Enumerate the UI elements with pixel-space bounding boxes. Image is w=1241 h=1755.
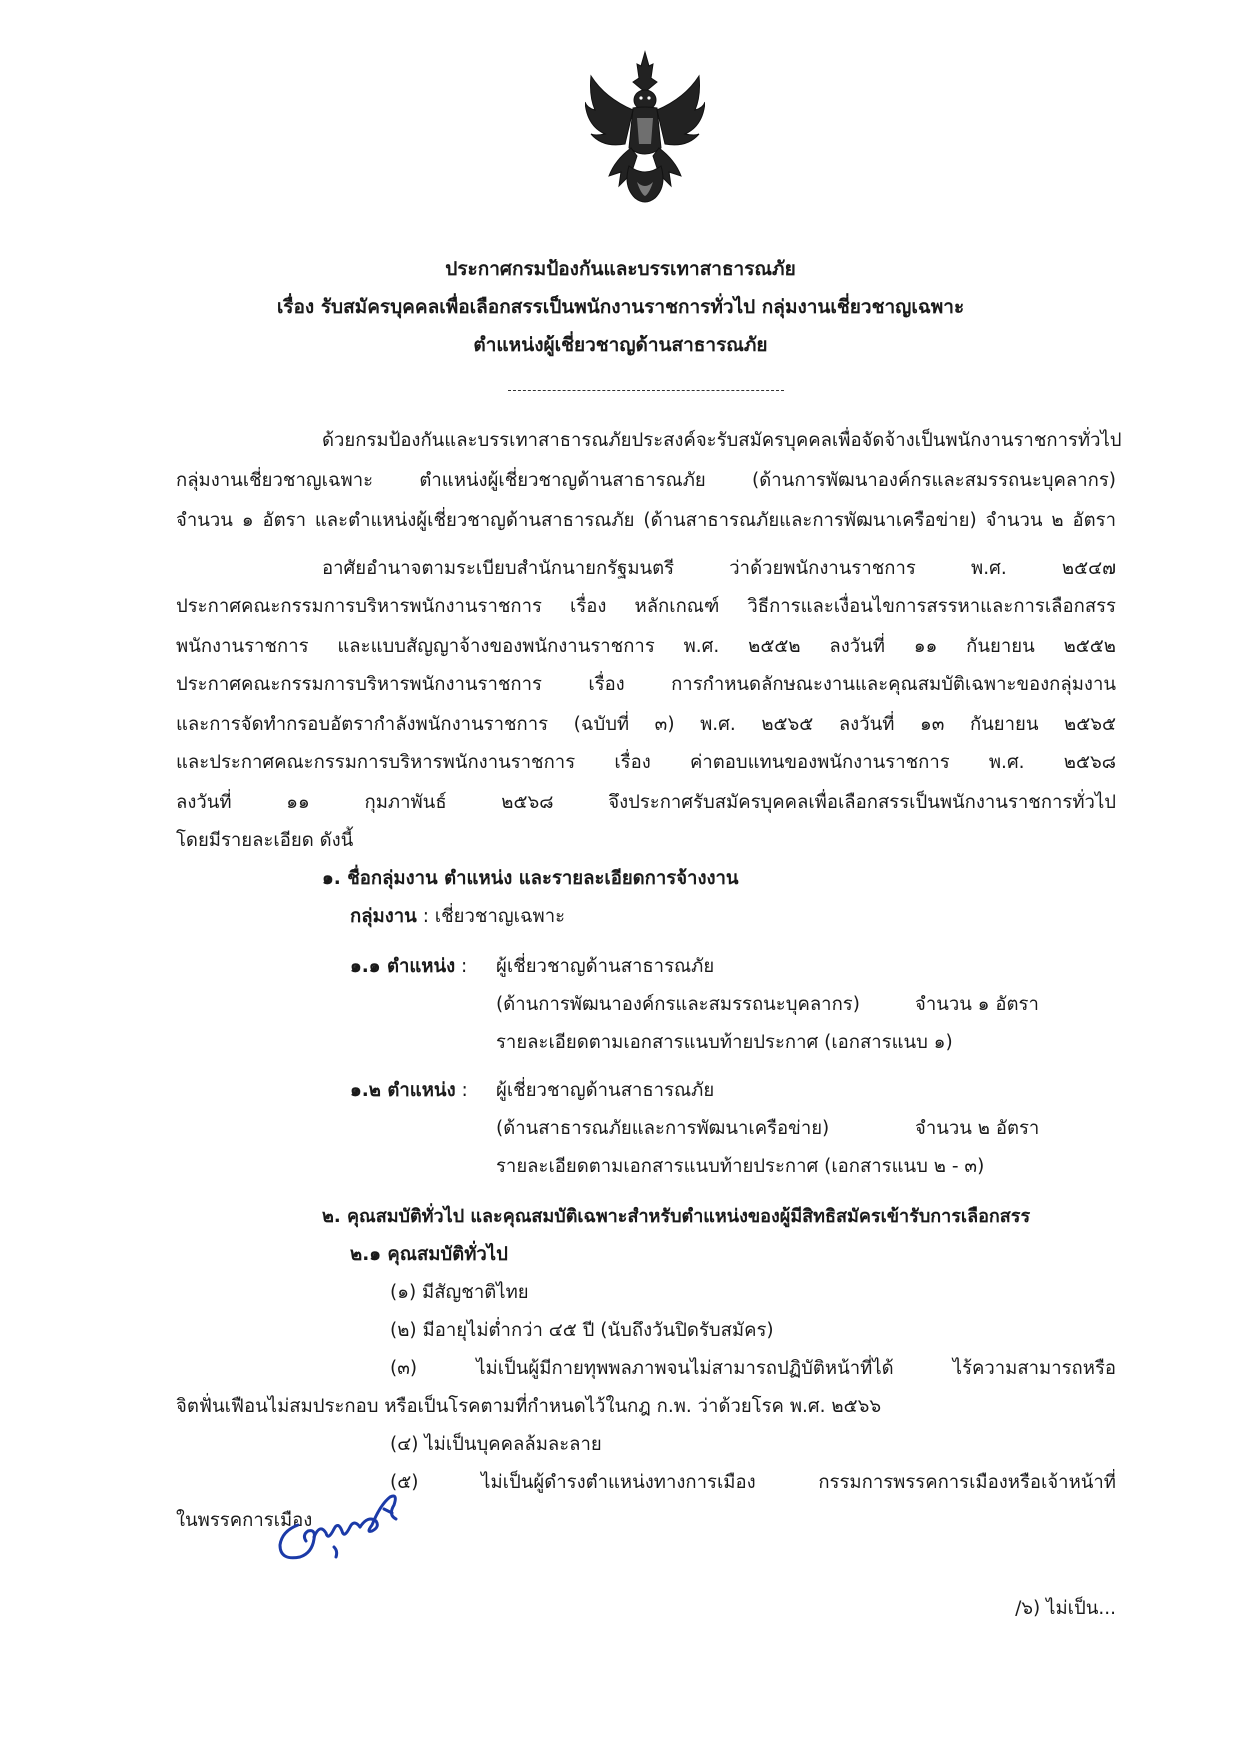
handwritten-signature-icon (268, 1475, 418, 1575)
position-1-name: ผู้เชี่ยวชาญด้านสาธารณภัย (496, 956, 715, 977)
position-2-field: (ด้านสาธารณภัยและการพัฒนาเครือข่าย) (496, 1118, 830, 1139)
position-2-count: จำนวน ๒ อัตรา (915, 1118, 1040, 1139)
section1-heading: ๑. ชื่อกลุ่มงาน ตำแหน่ง และรายละเอียดการจ้างงาน (322, 868, 739, 889)
position-2-label: ๑.๒ ตำแหน่ง : (350, 1080, 468, 1101)
position-1-details: รายละเอียดตามเอกสารแนบท้ายประกาศ (เอกสารแนบ ๑) (496, 1032, 953, 1053)
position-2-details: รายละเอียดตามเอกสารแนบท้ายประกาศ (เอกสารแนบ ๒ - ๓) (496, 1156, 985, 1177)
announcement-title: ประกาศกรมป้องกันและบรรเทาสาธารณภัย (445, 258, 796, 280)
section2-subheading: ๒.๑ คุณสมบัติทั่วไป (350, 1244, 508, 1265)
position-2-name: ผู้เชี่ยวชาญด้านสาธารณภัย (496, 1080, 715, 1101)
section1-group (350, 908, 565, 927)
intro-line: จำนวน ๑ อัตรา และตำแหน่งผู้เชี่ยวชาญด้านสาธารณภัย (ด้านสาธารณภัยและการพัฒนาเครือข่าย) จำนวน ๒ อัตรา (176, 510, 1116, 531)
authority-line: และประกาศคณะกรรมการบริหารพนักงานราชการ เรื่อง ค่าตอบแทนของพนักงานราชการ พ.ศ. ๒๕๖๘ (176, 752, 1116, 773)
position-1-label: ๑.๑ ตำแหน่ง : (350, 956, 468, 977)
position-1-count: จำนวน ๑ อัตรา (915, 994, 1039, 1015)
authority-line: โดยมีรายละเอียด ดังนี้ (176, 830, 354, 851)
qualification-item: (๓) ไม่เป็นผู้มีกายทุพพลภาพจนไม่สามารถปฏิบัติหน้าที่ได้ ไร้ความสามารถหรือ (390, 1358, 1116, 1379)
authority-line: ประกาศคณะกรรมการบริหารพนักงานราชการ เรื่อง หลักเกณฑ์ วิธีการและเงื่อนไขการสรรหาและการเลือกสรร (176, 596, 1116, 617)
section2-heading: ๒. คุณสมบัติทั่วไป และคุณสมบัติเฉพาะสำหรับตำแหน่งของผู้มีสิทธิสมัครเข้ารับการเลือกสรร (322, 1206, 1031, 1227)
group-label: กลุ่มงาน (350, 906, 417, 927)
intro-line: กลุ่มงานเชี่ยวชาญเฉพาะ ตำแหน่งผู้เชี่ยวชาญด้านสาธารณภัย (ด้านการพัฒนาองค์กรและสมรรถนะบุคลากร) (176, 470, 1116, 491)
announcement-subject: เรื่อง รับสมัครบุคคลเพื่อเลือกสรรเป็นพนักงานราชการทั่วไป กลุ่มงานเชี่ยวชาญเฉพาะ (276, 296, 965, 318)
authority-line: ลงวันที่ ๑๑ กุมภาพันธ์ ๒๕๖๘ จึงประกาศรับสมัครบุคคลเพื่อเลือกสรรเป็นพนักงานราชการทั่วไป (176, 792, 1116, 813)
continuation-marker: /๖) ไม่เป็น... (1015, 1598, 1116, 1619)
qualification-item: (๕) ไม่เป็นผู้ดำรงตำแหน่งทางการเมือง กรรมการพรรคการเมืองหรือเจ้าหน้าที่ (390, 1472, 1116, 1493)
intro-line: ด้วยกรมป้องกันและบรรเทาสาธารณภัยประสงค์จะรับสมัครบุคคลเพื่อจัดจ้างเป็นพนักงานราชการทั่วไป (322, 430, 1122, 451)
garuda-emblem-icon (585, 48, 705, 206)
qualification-item: (๔) ไม่เป็นบุคคลล้มละลาย (390, 1434, 602, 1455)
authority-line: และการจัดทำกรอบอัตรากำลังพนักงานราชการ (ฉบับที่ ๓) พ.ศ. ๒๕๖๕ ลงวันที่ ๑๓ กันยายน ๒๕๖๕ (176, 714, 1116, 735)
qualification-item: จิตฟั่นเฟือนไม่สมประกอบ หรือเป็นโรคตามที่กำหนดไว้ในกฎ ก.พ. ว่าด้วยโรค พ.ศ. ๒๕๖๖ (176, 1396, 882, 1417)
qualification-item: (๑) มีสัญชาติไทย (390, 1282, 529, 1303)
qualification-item: (๒) มีอายุไม่ต่ำกว่า ๔๕ ปี (นับถึงวันปิดรับสมัคร) (390, 1320, 774, 1341)
authority-line: พนักงานราชการ และแบบสัญญาจ้างของพนักงานราชการ พ.ศ. ๒๕๕๒ ลงวันที่ ๑๑ กันยายน ๒๕๕๒ (176, 636, 1116, 657)
qualification-item: ในพรรคการเมือง (176, 1510, 313, 1531)
group-value: : เชี่ยวชาญเฉพาะ (416, 906, 566, 927)
announcement-position: ตำแหน่งผู้เชี่ยวชาญด้านสาธารณภัย (473, 334, 768, 356)
authority-line: ประกาศคณะกรรมการบริหารพนักงานราชการ เรื่อง การกำหนดลักษณะงานและคุณสมบัติเฉพาะของกลุ่มงาน (176, 674, 1116, 695)
authority-line: อาศัยอำนาจตามระเบียบสำนักนายกรัฐมนตรี ว่าด้วยพนักงานราชการ พ.ศ. ๒๕๔๗ (322, 558, 1116, 579)
position-1-field: (ด้านการพัฒนาองค์กรและสมรรถนะบุคลากร) (496, 994, 860, 1015)
title-divider (508, 390, 784, 391)
